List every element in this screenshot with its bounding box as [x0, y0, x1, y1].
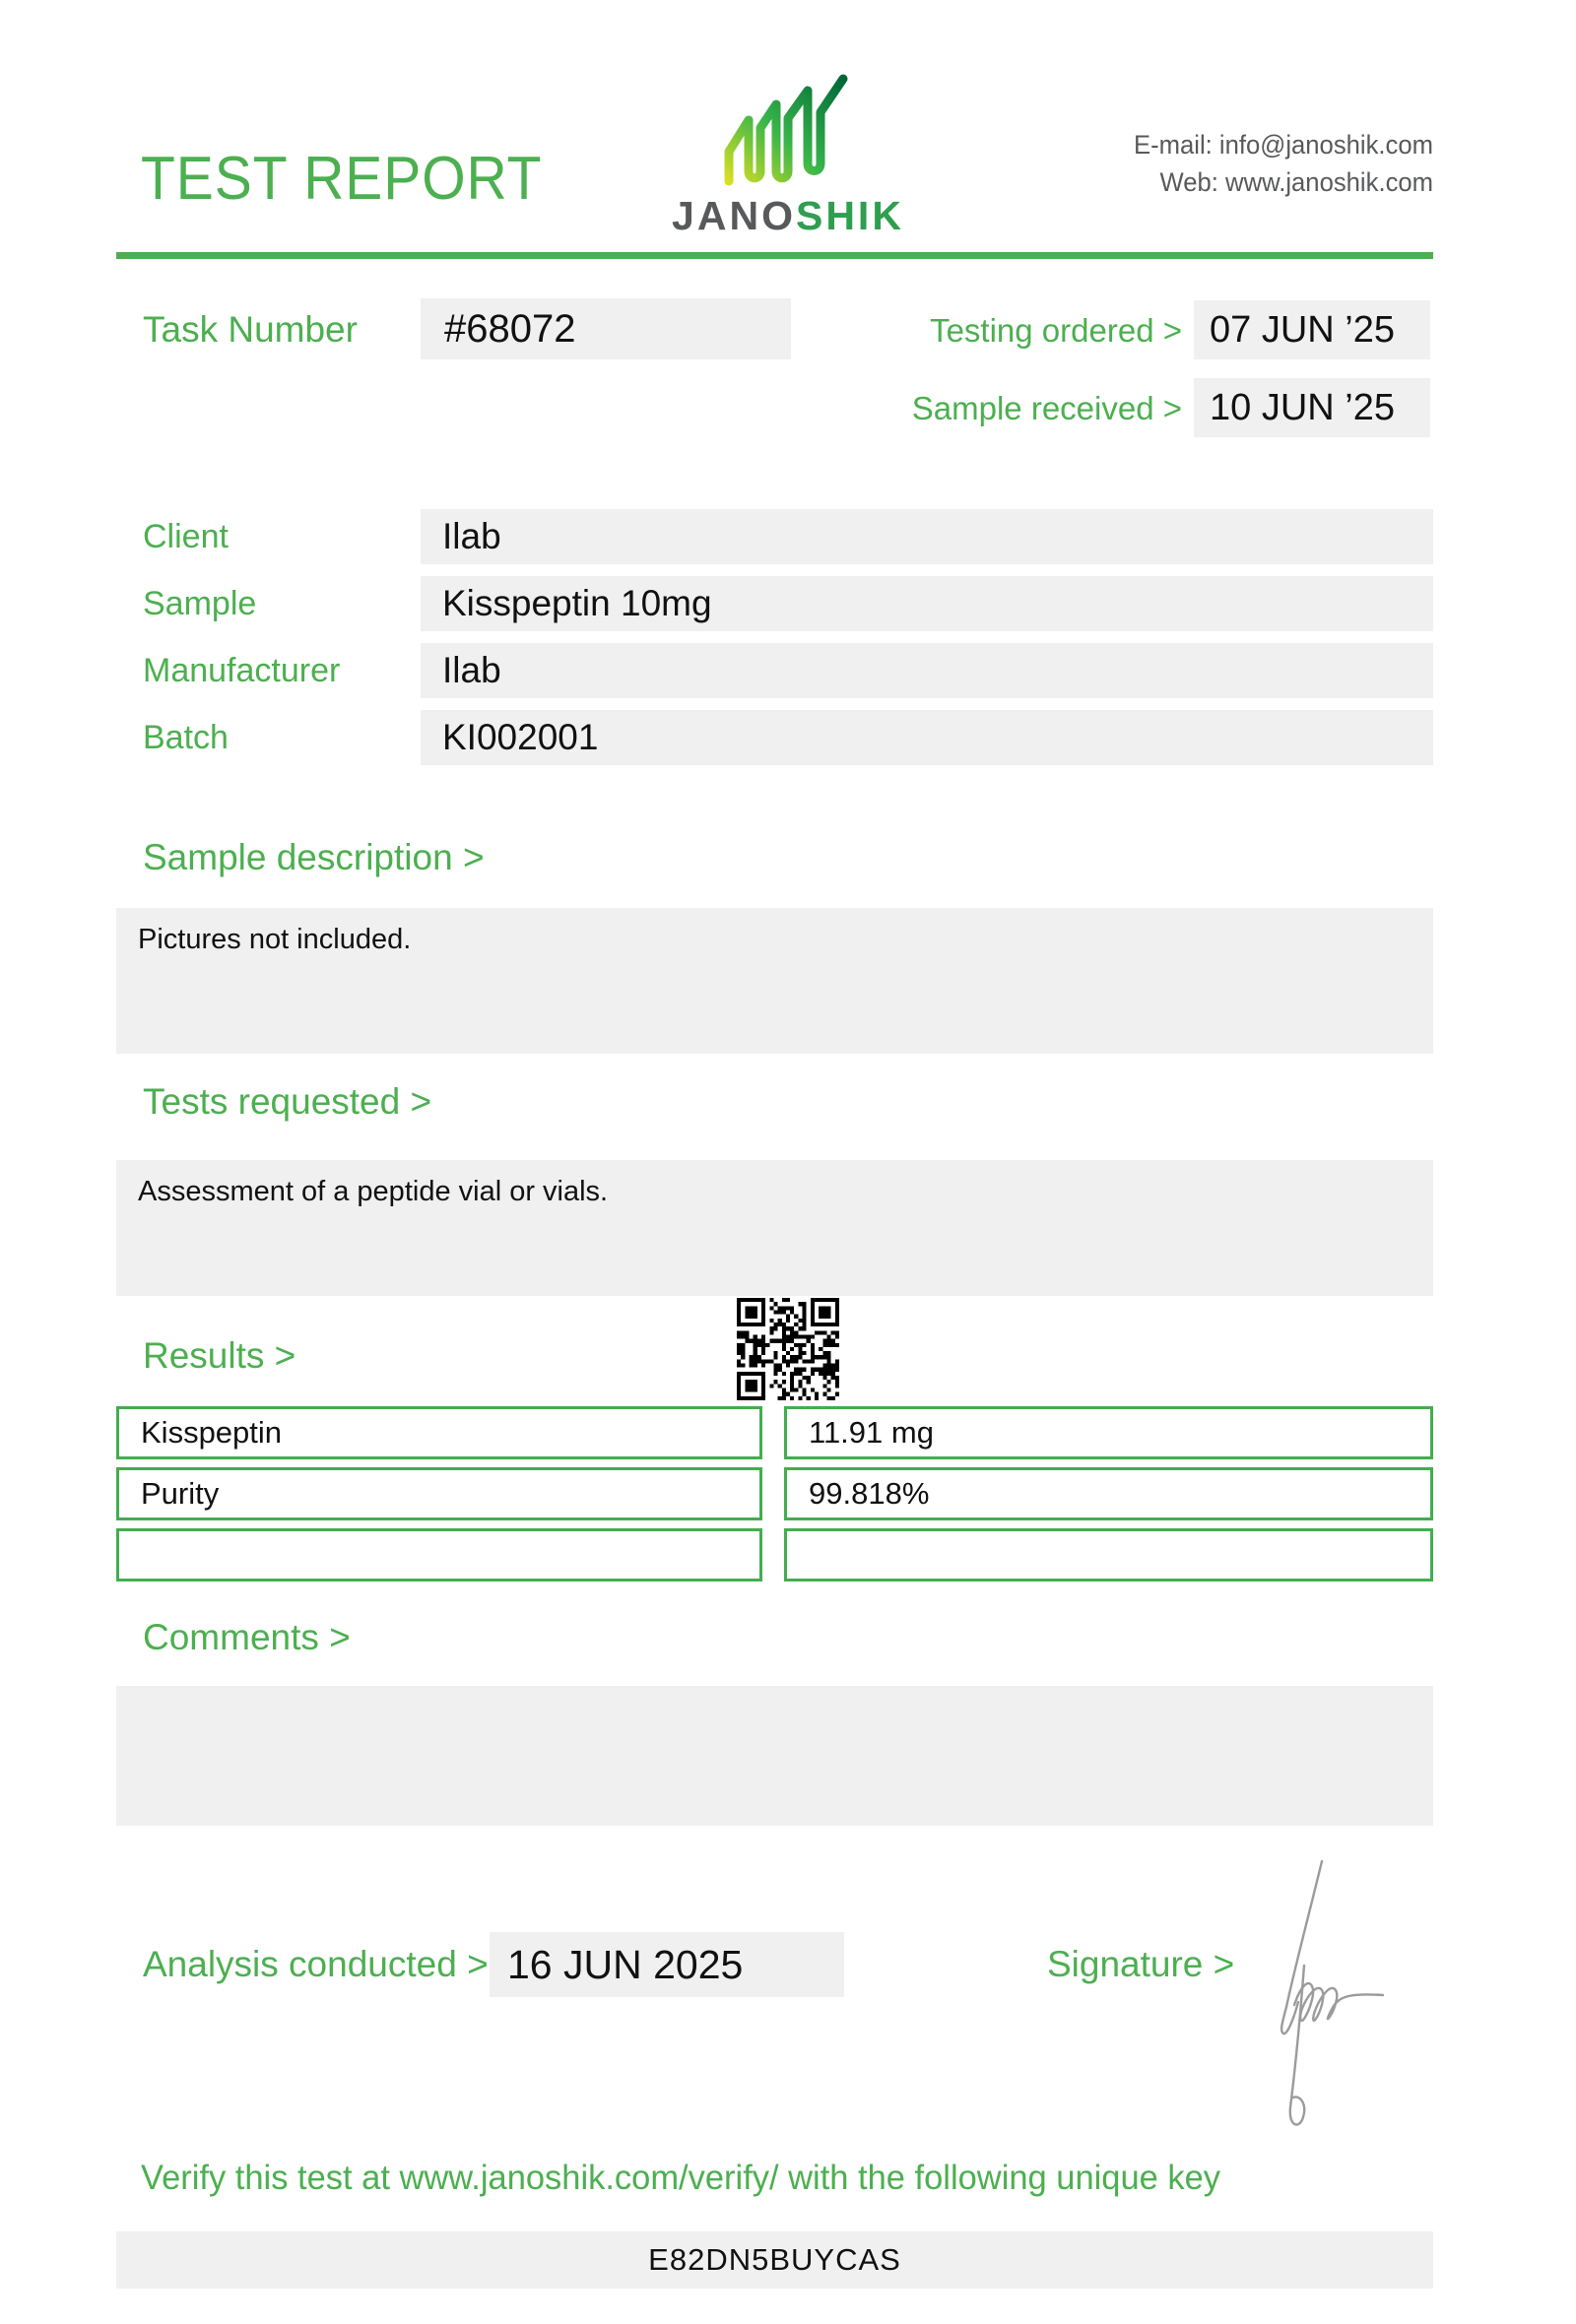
sample-description-text: Pictures not included. [138, 924, 412, 955]
analysis-conducted-label: Analysis conducted > [143, 1944, 489, 1984]
logo-wordmark [630, 193, 946, 239]
table-row [116, 1406, 1433, 1459]
batch-value: KI002001 [421, 710, 1433, 765]
result-name-cell: Kisspeptin [116, 1406, 762, 1459]
task-number-label: Task Number [143, 309, 358, 350]
page-title: TEST REPORT [141, 145, 543, 213]
unique-key: E82DN5BUYCAS [116, 2231, 1433, 2289]
manufacturer-value: Ilab [421, 643, 1433, 698]
result-value-cell: 11.91 mg [784, 1406, 1433, 1459]
sample-label: Sample [143, 585, 257, 622]
results-heading: Results > [143, 1335, 296, 1376]
header-divider [116, 252, 1433, 259]
contact-email: E-mail: info@janoshik.com [1133, 130, 1433, 160]
table-row [116, 1528, 1433, 1582]
contact-web: Web: www.janoshik.com [1159, 167, 1433, 197]
signature-label: Signature > [1047, 1944, 1235, 1984]
qr-code [737, 1298, 839, 1400]
comments-box [116, 1686, 1433, 1826]
logo-word-dark: JANO [672, 193, 796, 238]
tests-requested-heading: Tests requested > [143, 1081, 432, 1122]
task-number-value: #68072 [421, 298, 791, 359]
client-value: Ilab [421, 509, 1433, 564]
result-value-cell [784, 1528, 1433, 1582]
result-value-cell: 99.818% [784, 1467, 1433, 1520]
result-name-cell [116, 1528, 762, 1582]
verify-text: Verify this test at www.janoshik.com/verify/ with the following unique key [141, 2159, 1221, 2197]
sample-received-value: 10 JUN ’25 [1194, 378, 1430, 437]
result-name-cell: Purity [116, 1467, 762, 1520]
janoshik-logo-icon [630, 69, 946, 189]
comments-heading: Comments > [143, 1617, 351, 1657]
signature-icon [1261, 1849, 1409, 2150]
manufacturer-label: Manufacturer [143, 652, 341, 689]
analysis-conducted-value: 16 JUN 2025 [490, 1932, 844, 1997]
testing-ordered-value: 07 JUN ’25 [1194, 300, 1430, 359]
janoshik-logo [630, 69, 946, 239]
sample-description-box [116, 908, 1433, 1054]
tests-requested-text: Assessment of a peptide vial or vials. [138, 1176, 609, 1207]
table-row [116, 1467, 1433, 1520]
testing-ordered-label: Testing ordered > [930, 312, 1182, 349]
batch-label: Batch [143, 719, 229, 756]
client-label: Client [143, 518, 229, 555]
tests-requested-box [116, 1160, 1433, 1296]
sample-value: Kisspeptin 10mg [421, 576, 1433, 631]
sample-received-label: Sample received > [911, 390, 1182, 426]
sample-description-heading: Sample description > [143, 837, 485, 877]
logo-word-green: SHIK [795, 193, 904, 238]
contact-info [1134, 126, 1433, 201]
results-table [116, 1406, 1433, 1582]
